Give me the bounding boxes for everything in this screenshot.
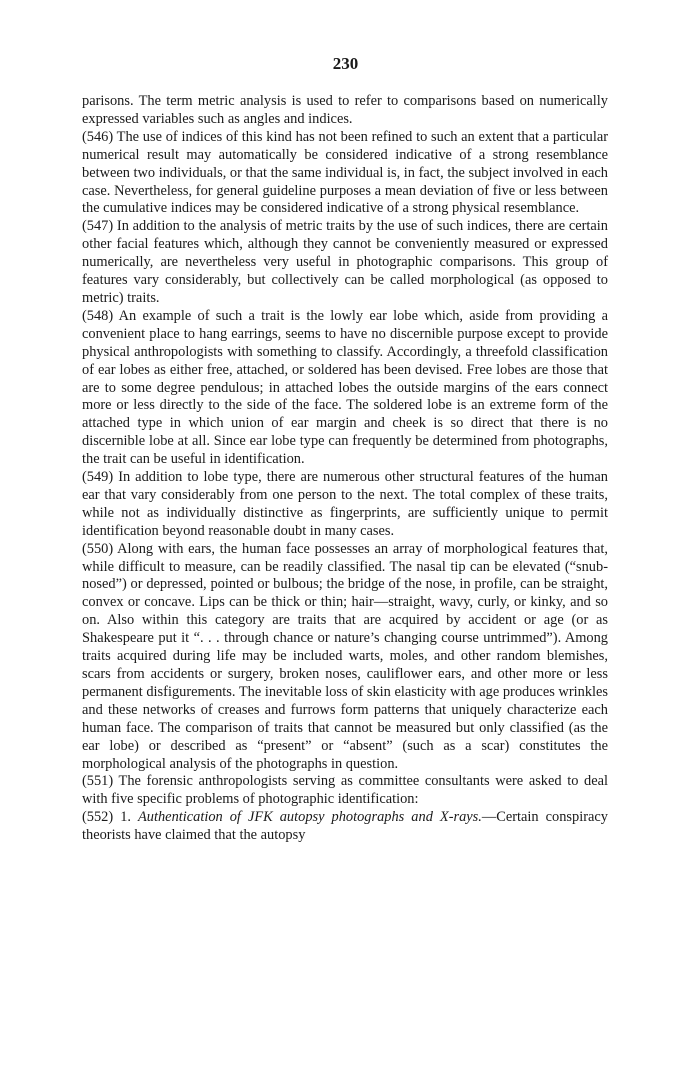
paragraph-546 — [82, 129, 608, 219]
paragraph-text: The forensic anthropologists serving as committee consultants were asked to deal with five specific problems of photographic identification: — [82, 773, 608, 808]
paragraph-text: Along with ears, the human face possesses an array of morphological features that, while difficult to measure, can be readily classified. The nasal tip can be elevated (“snub-nosed”) or depressed, pointed or bulbous; the bridge of the nose, in profile, can be straight, convex or concave. Lips can be thick or thin; hair—straight, wavy, curly, or kinky, and so on. Also within this category are traits that are acquired by accident or age (or as Shakespeare put it “. . . through chance or nature’s changing course untrimmed”). Among traits acquired during life may be included warts, moles, and other random blemishes, scars from accidents or surgery, broken noses, cauliflower ears, and other more or less permanent disfigurements. The inevitable loss of skin elasticity with age produces wrinkles and these networks of creases and furrows form patterns that uniquely characterize each human face. The comparison of traits that cannot be measured but only classified (as the ear lobe) or described as “present” or “absent” (such as a scar) constitutes the morphological analysis of the photographs in question. — [82, 540, 608, 772]
paragraph-number: (547) — [82, 218, 114, 235]
body-text — [82, 93, 608, 845]
paragraph-549 — [82, 469, 608, 541]
paragraph-550 — [82, 541, 608, 774]
paragraph-552 — [82, 809, 608, 845]
paragraph-text: —Certain conspiracy theorists have claimed that the autopsy — [82, 809, 608, 844]
page-number: 230 — [332, 54, 359, 73]
paragraph-number: (552) — [82, 809, 114, 826]
paragraph-548 — [82, 308, 608, 469]
paragraph-text: parisons. The term metric analysis is used to refer to comparisons based on numerically expressed variables such as angles and indices. — [82, 93, 608, 127]
paragraph-continuation — [82, 93, 608, 129]
paragraph-551 — [82, 773, 608, 809]
paragraph-text: The use of indices of this kind has not been refined to such an extent that a particular numerical result may automatically be considered indicative of a strong resemblance between two individuals, or that the same individual is, in fact, the subject involved in each case. Nevertheless, for general guideline purposes a mean deviation of five or less between the cumulative indices may be considered indicative of a strong physical resemblance. — [82, 128, 608, 217]
paragraph-547 — [82, 218, 608, 308]
paragraph-number: (548) — [82, 307, 114, 324]
paragraph-text: An example of such a trait is the lowly ear lobe which, aside from providing a convenient place to hang earrings, seems to have no discernible purpose except to provide physical anthropologists with something to classify. Accordingly, a threefold classification of ear lobes as either free, attached, or soldered has been devised. Free lobes are those that are to some degree pendulous; in attached lobes the outside margins of the ears connect more or less directly to the side of the face. The soldered lobe is an extreme form of the attached type in which union of ear margin and cheek is so direct that there is no discernible lobe at all. Since ear lobe type can frequently be determined from photographs, the trait can be useful in identification. — [82, 307, 608, 468]
paragraph-number: (551) — [82, 773, 114, 790]
list-item-number: 1. — [120, 809, 131, 826]
paragraph-text: In addition to the analysis of metric traits by the use of such indices, there are certain other facial features which, although they cannot be conveniently measured or expressed numerically, are nevertheless very useful in photographic comparisons. This group of features vary considerably, but collectively can be called morphological (as opposed to metric) traits. — [82, 218, 608, 306]
section-heading: Authentication of JFK autopsy photographs and X-rays. — [138, 809, 482, 826]
paragraph-number: (546) — [82, 128, 114, 145]
paragraph-number: (549) — [82, 469, 114, 486]
paragraph-text: In addition to lobe type, there are numerous other structural features of the human ear that vary considerably from one person to the next. The total complex of these traits, while not as individually distinctive as fingerprints, are sufficiently unique to permit identification beyond reasonable doubt in many cases. — [82, 469, 608, 539]
paragraph-number: (550) — [82, 540, 114, 557]
